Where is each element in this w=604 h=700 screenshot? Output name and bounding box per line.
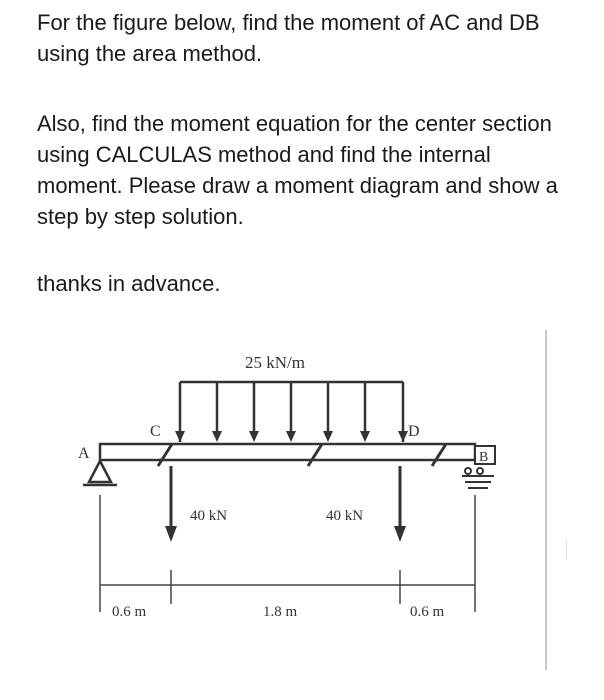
distributed-load-label: 25 kN/m [245, 353, 305, 372]
dimension-lines [100, 495, 475, 612]
support-a [83, 461, 117, 485]
label-a: A [78, 445, 90, 462]
dim-right-label: 0.6 m [410, 604, 445, 620]
page-divider [545, 330, 547, 670]
label-d: D [408, 423, 420, 440]
dim-left-label: 0.6 m [112, 604, 147, 620]
beam [100, 444, 475, 460]
point-load-right-label: 40 kN [326, 508, 364, 524]
beam-figure [70, 330, 530, 630]
dim-center-label: 1.8 m [263, 604, 298, 620]
question-paragraph-2: Also, find the moment equation for the center section using CALCULAS method and find the internal moment. Please draw a moment diagram and show a step by step solution. [37, 111, 558, 229]
distributed-load-arrowheads [175, 431, 408, 442]
point-load-left-label: 40 kN [190, 508, 228, 524]
label-c: C [150, 423, 161, 440]
point-load-left-arrowhead [165, 526, 177, 542]
question-paragraph-3: thanks in advance. [37, 271, 221, 296]
question-paragraph-1: For the figure below, find the moment of AC and DB using the area method. [37, 10, 540, 66]
page-divider-mark [566, 540, 567, 560]
point-load-right-arrowhead [394, 526, 406, 542]
label-b: B [479, 450, 489, 465]
